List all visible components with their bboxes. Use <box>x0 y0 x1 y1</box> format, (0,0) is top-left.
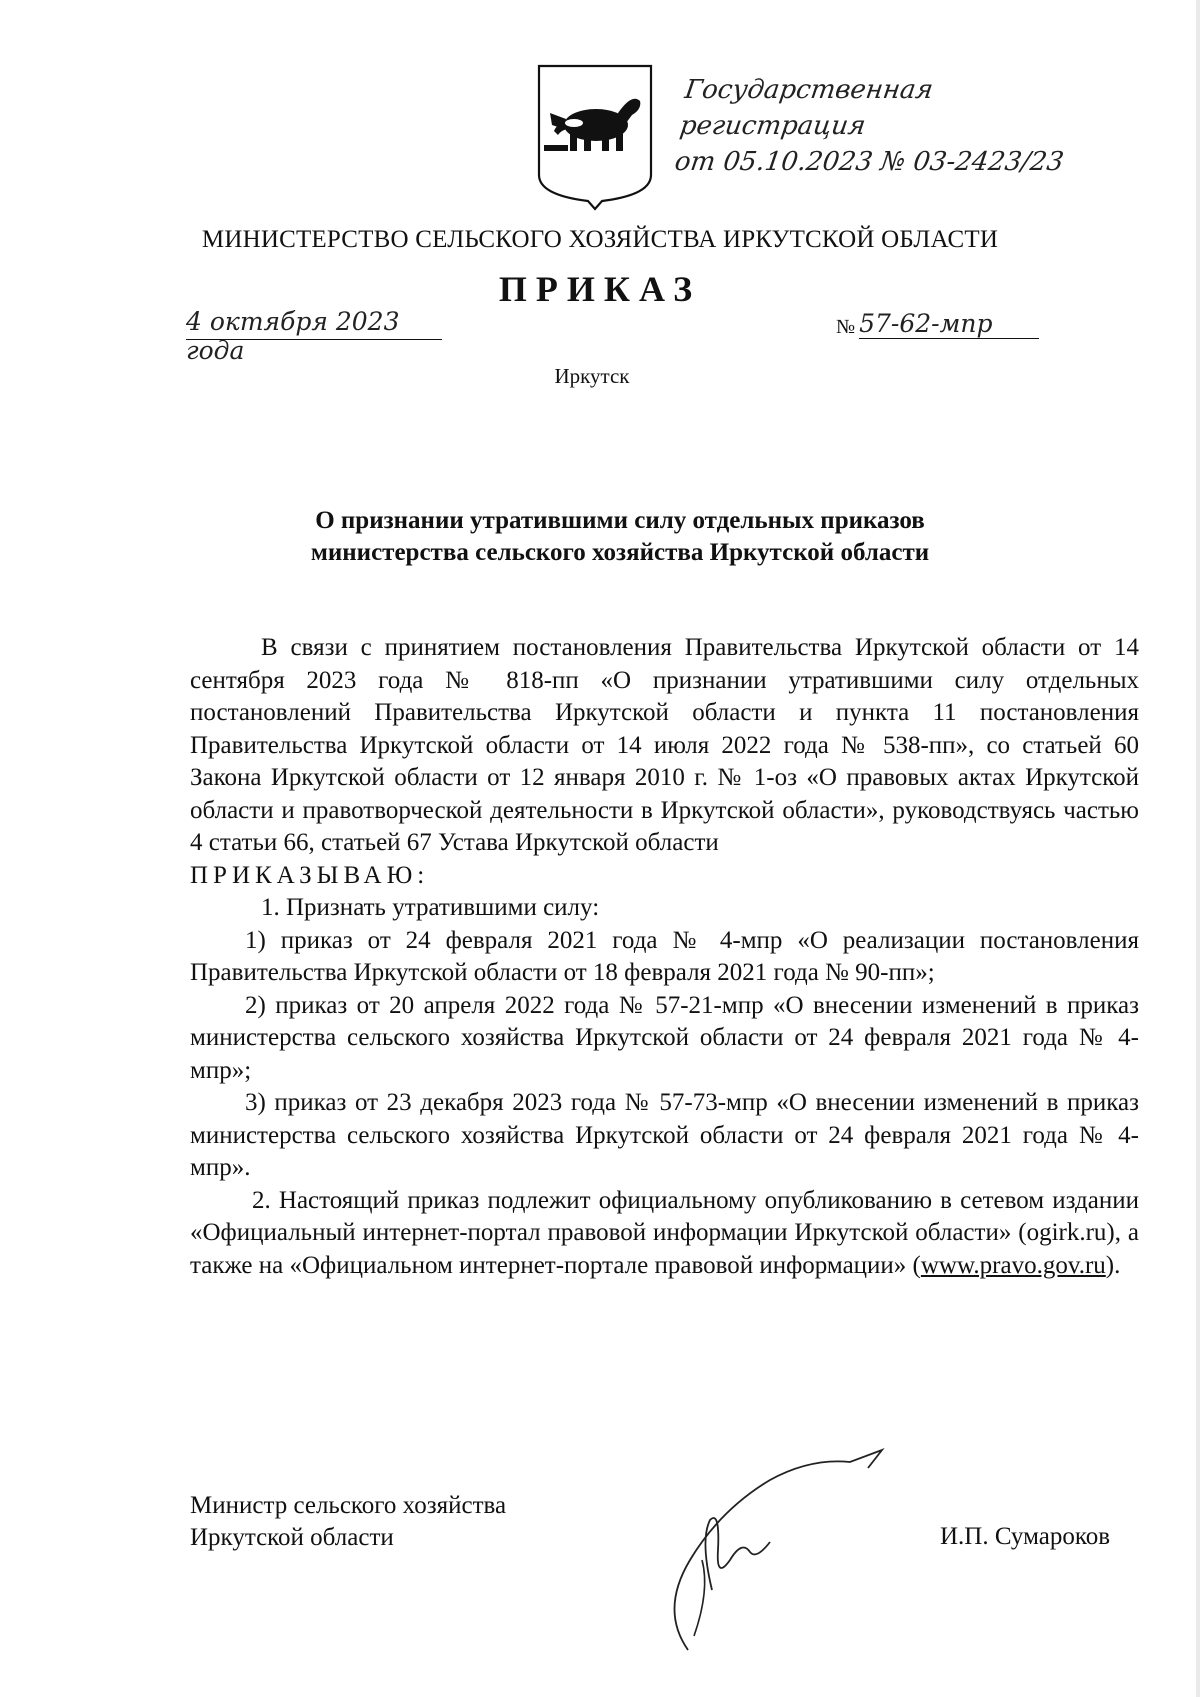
sub-item-3: 3) приказ от 23 декабря 2023 года № 57-73-мпр «О внесении изменений в приказ министерства сельского хозяйства Иркутской области от 24 февраля 2021 года № 4-мпр». <box>190 1089 1139 1181</box>
city-name: Иркутск <box>554 364 630 388</box>
coat-of-arms-emblem <box>536 63 654 211</box>
signer-position-line1: Министр сельского хозяйства <box>190 1492 507 1519</box>
order-number: 57-62-мпр <box>859 309 1039 339</box>
signer-position <box>190 1490 506 1554</box>
signer-position-line2: Иркутской области <box>190 1524 394 1551</box>
registration-note-line1: Государственная регистрация <box>677 75 936 141</box>
ministry-name: МИНИСТЕРСТВО СЕЛЬСКОГО ХОЗЯЙСТВА ИРКУТСКОЙ ОБЛАСТИ <box>201 226 999 253</box>
item2-text: 2. Настоящий приказ подлежит официальному опубликованию в сетевом издании «Официальный интернет-портал правовой информации Иркутской области» (ogirk.ru), а также на «Официальном интернет-портале правовой информации» ( <box>190 1186 1139 1279</box>
preamble-paragraph: В связи с принятием постановления Правительства Иркутской области от 14 сентября 2023 года № 818-пп «О признании утратившими силу отдельных постановлений Правительства Иркутской области и пункта 11 постановления Правительства Иркутской области от 14 июля 2022 года № 538-пп», со статьей 60 Закона Иркутской области от 12 января 2010 г. № 1-оз «О правовых актах Иркутской области и правотворческой деятельности в Иркутской области», руководствуясь частью 4 статьи 66, статьей 67 Устава Иркутской области <box>190 634 1139 856</box>
order-body <box>190 632 1139 1282</box>
sub-item-2: 2) приказ от 20 апреля 2022 года № 57-21-мпр «О внесении изменений в приказ министерства сельского хозяйства Иркутской области от 24 февраля 2021 года № 4-мпр»; <box>190 991 1139 1084</box>
item2-end: ). <box>1105 1251 1121 1279</box>
order-number-block <box>836 309 1039 339</box>
handwritten-signature <box>650 1440 900 1660</box>
page-edge-shadow <box>1196 0 1200 1697</box>
pravo-portal-link[interactable]: www.pravo.gov.ru <box>920 1251 1106 1279</box>
order-word: ПРИКАЗЫВАЮ: <box>190 861 430 889</box>
document-type-title: ПРИКАЗ <box>498 269 702 309</box>
number-sign: № <box>836 316 856 338</box>
registration-note-line2: от 05.10.2023 № 03-2423/23 <box>672 147 1066 177</box>
order-subject <box>210 505 1030 569</box>
subject-line1: О признании утратившими силу отдельных приказов <box>315 507 925 534</box>
item2-paragraph <box>190 1185 1139 1283</box>
registration-note <box>672 72 1107 180</box>
order-date: 4 октября 2023 года <box>186 307 442 340</box>
subject-line2: министерства сельского хозяйства Иркутской области <box>310 539 930 566</box>
item1-paragraph: 1. Признать утратившими силу: <box>261 894 600 921</box>
sub-item-1: 1) приказ от 24 февраля 2021 года № 4-мпр «О реализации постановления Правительства Иркутской области от 18 февраля 2021 года № 90-пп»; <box>190 926 1139 986</box>
signer-name: И.П. Сумароков <box>940 1523 1111 1550</box>
